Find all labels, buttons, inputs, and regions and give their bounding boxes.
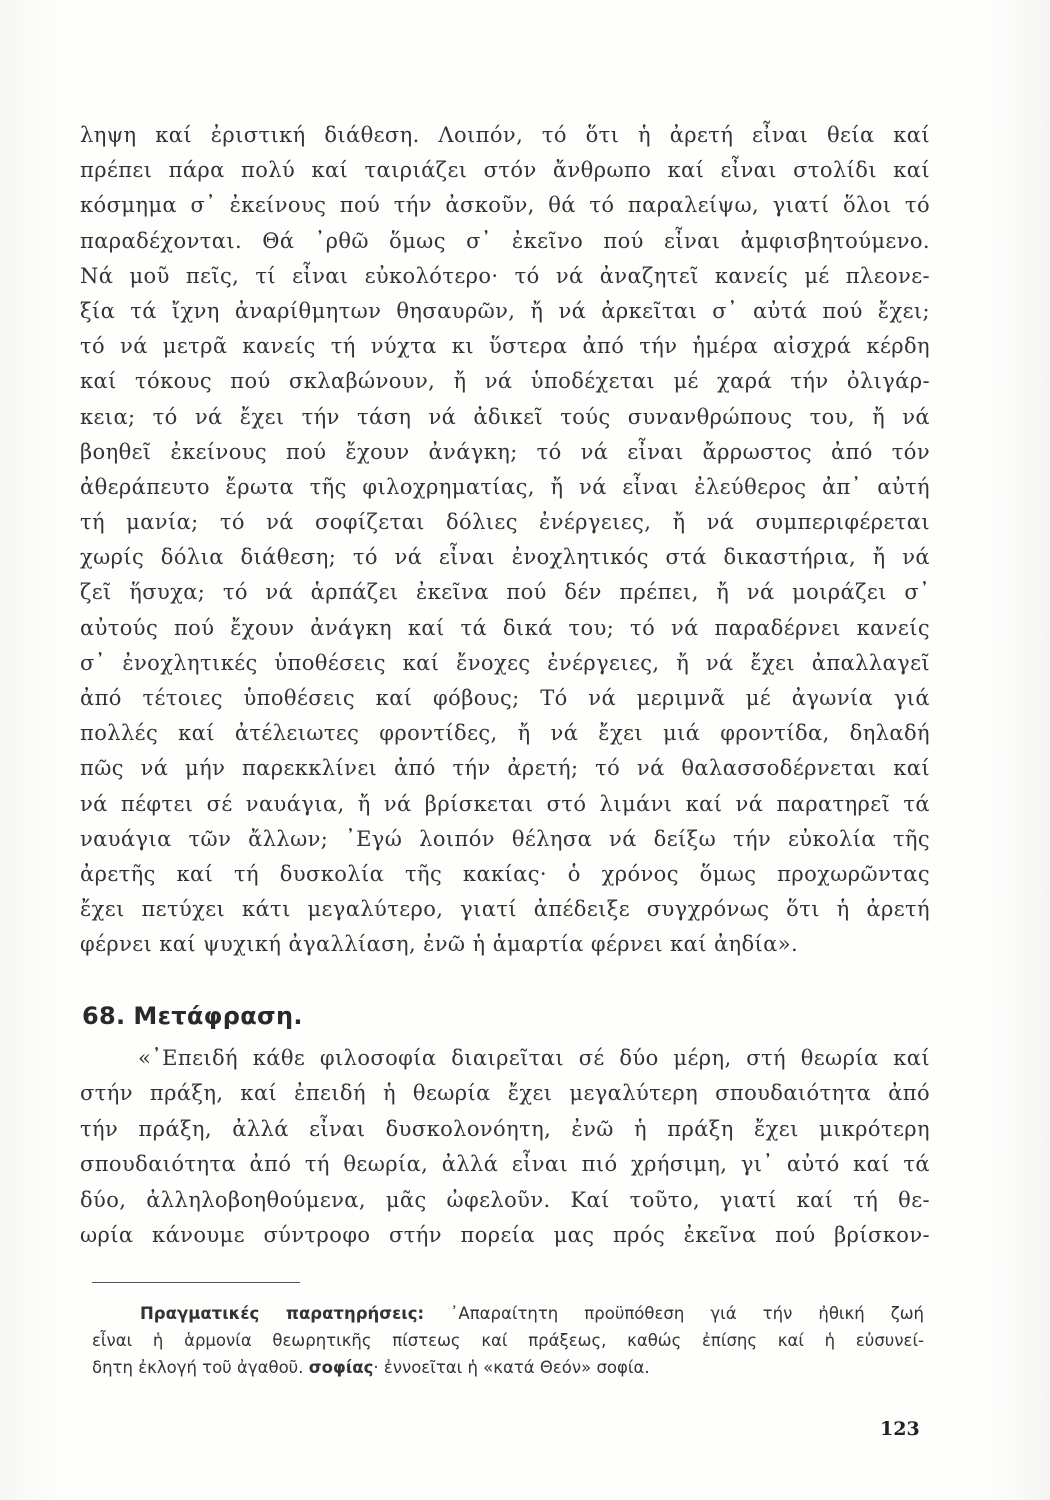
text-line: φέρνει καί ψυχική ἀγαλλίαση, ἐνῶ ἡ ἁμαρτία φέρνει καί ἀηδία». [80, 932, 799, 957]
text-line: ἀπό τέτοιες ὑποθέσεις καί φόβους; Τό νά μεριμνᾶ μέ ἀγωνία γιά [80, 686, 930, 710]
main-text-block [80, 118, 930, 963]
text-line: δύο, ἀλληλοβοηθούμενα, μᾶς ὠφελοῦν. Καί τοῦτο, γιατί καί τή θε- [80, 1187, 930, 1212]
text-line: ἔχει πετύχει κάτι μεγαλύτερο, γιατί ἀπέδειξε συγχρόνως ὅτι ἡ ἀρετή [80, 897, 930, 922]
text-line: ἀρετῆς καί τή δυσκολία τῆς κακίας· ὁ χρόνος ὅμως προχωρῶντας [80, 861, 930, 886]
section-title: Μετάφραση. [133, 1002, 303, 1030]
footnote-line: εἶναι ἡ ἁρμονία θεωρητικῆς πίστεως καί πράξεως, καθώς ἐπίσης καί ἡ εὐσυνεί- [92, 1331, 924, 1350]
text-line: ζεῖ ἥσυχα; τό νά ἁρπάζει ἐκεῖνα πού δέν πρέπει, ἤ νά μοιράζει σ᾽ [80, 580, 930, 605]
text-line: πρέπει πάρα πολύ καί ταιριάζει στόν ἄνθρωπο καί εἶναι στολίδι καί [80, 158, 930, 183]
section-heading [82, 1002, 303, 1030]
footnote-text: δητη ἐκλογή τοῦ ἀγαθοῦ. [92, 1358, 309, 1377]
text-line: ναυάγια τῶν ἄλλων; ᾽Εγώ λοιπόν θέλησα νά δείξω τήν εὐκολία τῆς [80, 826, 930, 851]
footnote-line [92, 1300, 924, 1327]
footnote-text: ᾽Απαραίτητη προϋπόθεση γιά τήν ἠθική ζωή [424, 1304, 924, 1323]
text-line: στήν πράξη, καί ἐπειδή ἡ θεωρία ἔχει μεγαλύτερη σπουδαιότητα ἀπό [80, 1081, 930, 1106]
text-line: κεια; τό νά ἔχει τήν τάση νά ἀδικεῖ τούς συνανθρώπους του, ἤ νά [80, 404, 930, 429]
text-line: σ᾽ ἐνοχλητικές ὑποθέσεις καί ἔνοχες ἐνέργειες, ἤ νά ἔχει ἀπαλλαγεῖ [80, 650, 930, 675]
footnote-bold-term: σοφίας [308, 1358, 374, 1377]
text-line: νά πέφτει σέ ναυάγια, ἤ νά βρίσκεται στό λιμάνι καί νά παρατηρεῖ τά [80, 791, 930, 816]
page-number: 123 [880, 1418, 920, 1440]
footnote-divider [92, 1282, 300, 1283]
footnote-label: Πραγματικές παρατηρήσεις: [140, 1304, 425, 1323]
text-line: Νά μοῦ πεῖς, τί εἶναι εὐκολότερο· τό νά ἀναζητεῖ κανείς μέ πλεονε- [80, 263, 930, 288]
text-line: ἀθεράπευτο ἔρωτα τῆς φιλοχρηματίας, ἤ νά εἶναι ἐλεύθερος ἀπ᾽ αὐτή [80, 474, 930, 499]
text-line: παραδέχονται. Θά ᾽ρθῶ ὅμως σ᾽ ἐκεῖνο πού εἶναι ἀμφισβητούμενο. [80, 228, 930, 253]
text-line: «᾽Επειδή κάθε φιλοσοφία διαιρεῖται σέ δύο μέρη, στή θεωρία καί [138, 1046, 930, 1070]
text-line: καί τόκους πού σκλαβώνουν, ἤ νά ὑποδέχεται μέ χαρά τήν ὀλιγάρ- [80, 369, 930, 394]
text-line: σπουδαιότητα ἀπό τή θεωρία, ἀλλά εἶναι πιό χρήσιμη, γι᾽ αὐτό καί τά [80, 1152, 930, 1177]
text-line: τή μανία; τό νά σοφίζεται δόλιες ἐνέργειες, ἤ νά συμπεριφέρεται [80, 510, 930, 535]
text-line: τήν πράξη, ἀλλά εἶναι δυσκολονόητη, ἐνῶ ἡ πράξη ἔχει μικρότερη [80, 1116, 930, 1141]
text-line: πῶς νά μήν παρεκκλίνει ἀπό τήν ἀρετή; τό νά θαλασσοδέρνεται καί [80, 756, 930, 781]
footnote-text: · ἐννοεῖται ἡ «κατά Θεόν» σοφία. [373, 1358, 650, 1377]
footnote-line [92, 1354, 924, 1381]
text-line: ληψη καί ἐριστική διάθεση. Λοιπόν, τό ὅτι ἡ ἀρετή εἶναι θεία καί [80, 123, 930, 147]
text-line: αὐτούς πού ἔχουν ἀνάγκη καί τά δικά του; τό νά παραδέρνει κανείς [80, 615, 930, 640]
translation-text-block [80, 1041, 930, 1253]
text-line: ωρία κάνουμε σύντροφο στήν πορεία μας πρός ἐκεῖνα πού βρίσκον- [80, 1222, 930, 1247]
section-number: 68. [82, 1002, 126, 1030]
text-line: τό νά μετρᾶ κανείς τή νύχτα κι ὕστερα ἀπό τήν ἡμέρα αἰσχρά κέρδη [80, 334, 930, 359]
text-line: ξία τά ἴχνη ἀναρίθμητων θησαυρῶν, ἤ νά ἀρκεῖται σ᾽ αὐτά πού ἔχει; [80, 298, 930, 323]
text-line: πολλές καί ἀτέλειωτες φροντίδες, ἤ νά ἔχει μιά φροντίδα, δηλαδή [80, 721, 930, 746]
footnote [92, 1300, 924, 1381]
text-line: χωρίς δόλια διάθεση; τό νά εἶναι ἐνοχλητικός στά δικαστήρια, ἤ νά [80, 545, 930, 570]
text-line: κόσμημα σ᾽ ἐκείνους πού τήν ἀσκοῦν, θά τό παραλείψω, γιατί ὅλοι τό [80, 193, 930, 218]
text-line: βοηθεῖ ἐκείνους πού ἔχουν ἀνάγκη; τό νά εἶναι ἄρρωστος ἀπό τόν [80, 439, 930, 464]
